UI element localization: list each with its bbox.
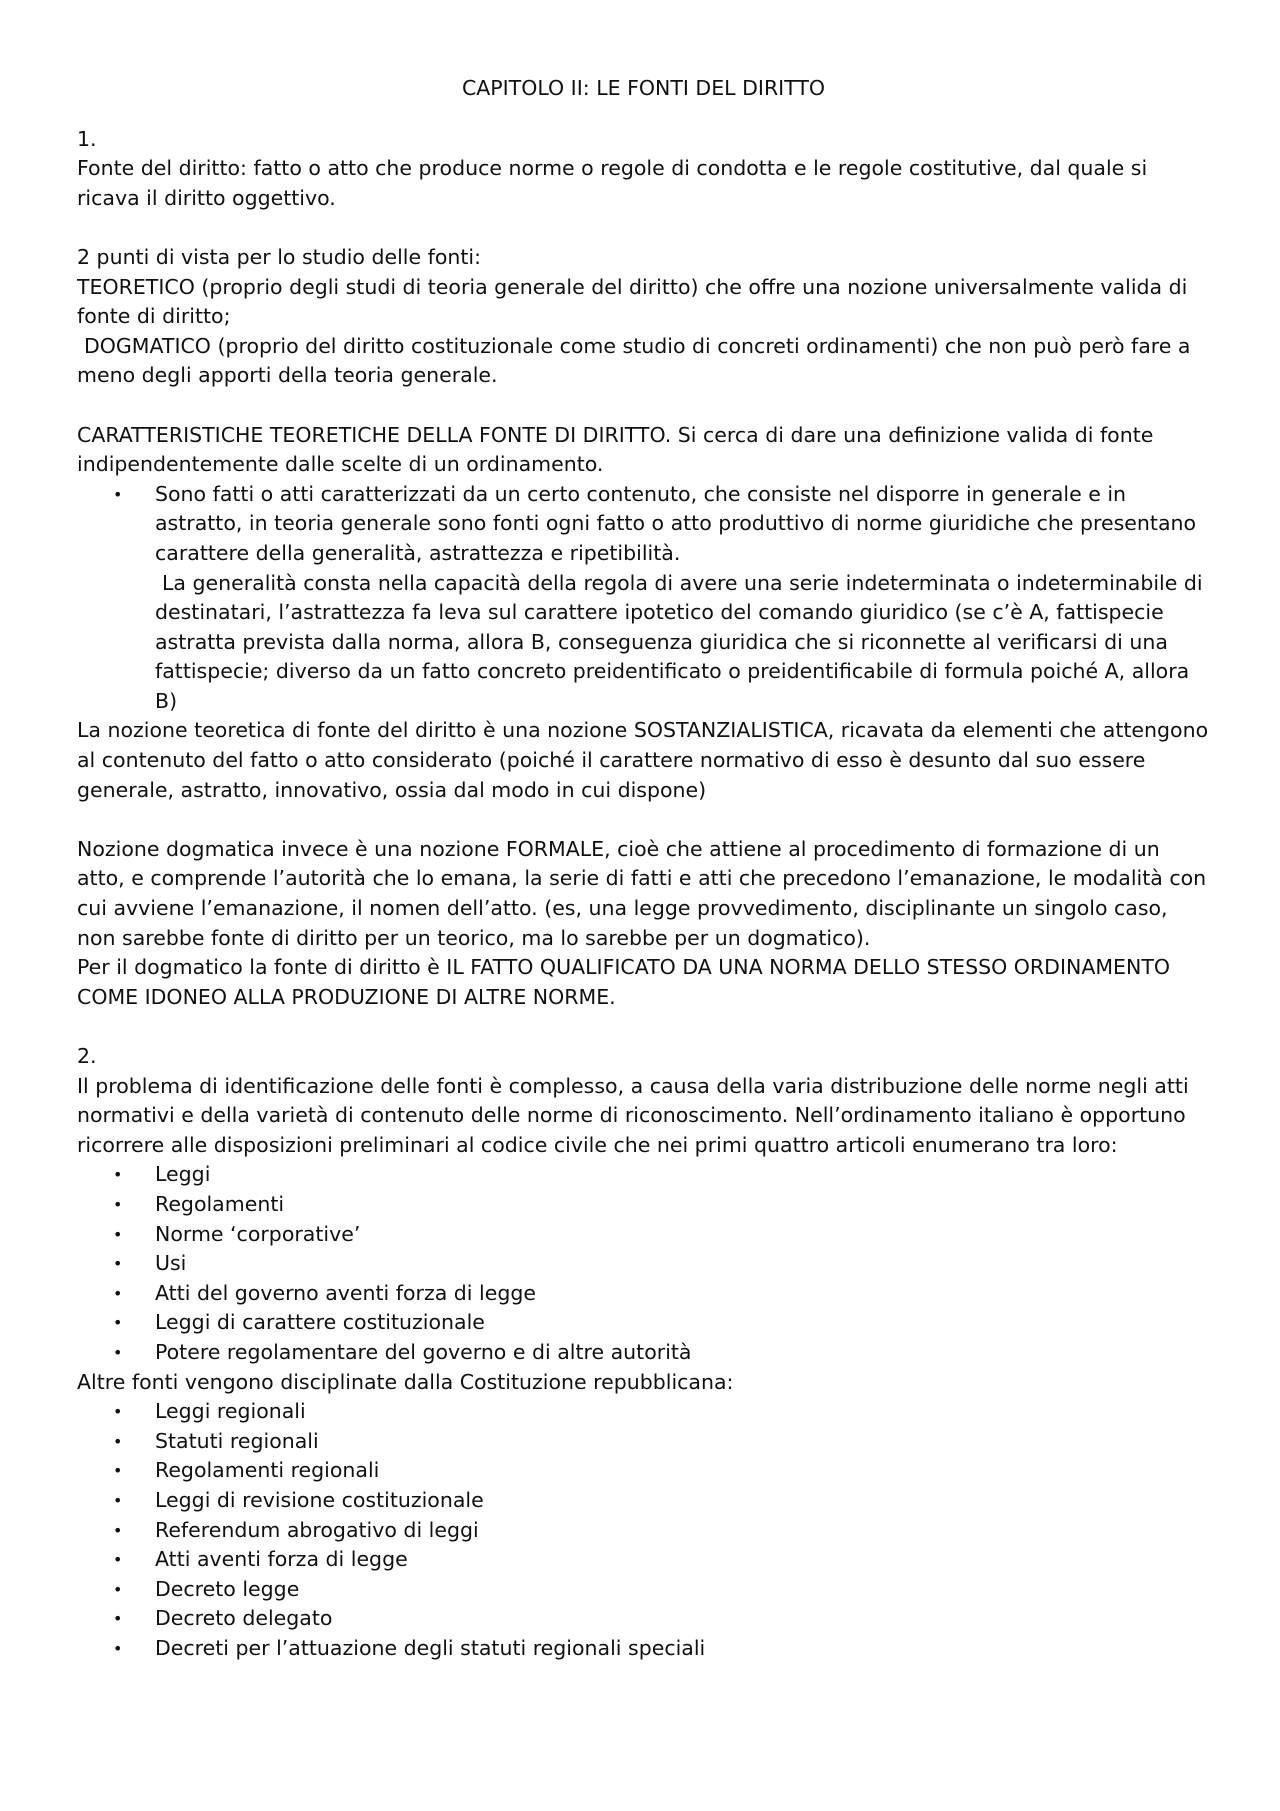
list-item	[77, 1397, 1210, 1427]
section-1-number: 1.	[77, 126, 97, 151]
list-item	[77, 1634, 1210, 1664]
bullet-icon: •	[113, 1165, 123, 1185]
bullet-icon: •	[113, 1402, 123, 1422]
bullet-icon: •	[113, 1283, 123, 1303]
list-item	[77, 1279, 1210, 1309]
list-item-text: Leggi regionali	[155, 1399, 306, 1424]
bullet-icon: •	[113, 1520, 123, 1540]
dogmatic-definition: Per il dogmatico la fonte di diritto è IL FATTO QUALIFICATO DA UNA NORMA DELLO STESSO ORDINAMENTO COME IDONEO ALLA PRODUZIONE DI ALTRE NORME.	[77, 955, 1170, 1009]
list-item	[77, 1545, 1210, 1575]
substantial-notion: La nozione teoretica di fonte del diritto è una nozione SOSTANZIALISTICA, ricavata da elementi che attengono al contenuto del fatto o atto considerato (poiché il carattere normativo di esso è desunto dal suo essere generale, astratto, innovativo, ossia dal modo in cui dispone)	[77, 718, 1209, 802]
list-item	[77, 1604, 1210, 1634]
theoretical-characteristics: CARATTERISTICHE TEORETICHE DELLA FONTE DI DIRITTO. Si cerca di dare una definizione valida di fonte indipendentemente dalle scelte di un ordinamento.	[77, 422, 1154, 477]
list-item	[77, 1160, 1210, 1190]
list-item-text: Atti del governo aventi forza di legge	[155, 1280, 536, 1305]
list-item-text: Decreto legge	[155, 1576, 300, 1601]
bullet-icon: •	[113, 1313, 123, 1333]
bullet-icon: •	[113, 1224, 123, 1244]
list-item-text: Atti aventi forza di legge	[155, 1547, 408, 1572]
list-item-text: Leggi di carattere costituzionale	[155, 1310, 485, 1335]
list-item	[77, 1338, 1210, 1368]
spacer	[77, 805, 1210, 835]
list-item-text: Statuti regionali	[155, 1428, 319, 1453]
constitution-sources-list	[77, 1397, 1210, 1663]
constitution-intro: Altre fonti vengono disciplinate dalla Costituzione repubblicana:	[77, 1369, 734, 1394]
list-item-text: Regolamenti	[155, 1191, 285, 1216]
list-item	[77, 1575, 1210, 1605]
list-item	[77, 480, 1210, 717]
bullet-icon: •	[113, 484, 123, 504]
list-item-text: Decreto delegato	[155, 1606, 333, 1631]
list-item-text: Usi	[155, 1251, 187, 1276]
bullet-icon: •	[113, 1461, 123, 1481]
section-2-intro: Il problema di identificazione delle fonti è complesso, a causa della varia distribuzione delle norme negli atti normativi e della varietà di contenuto delle norme di riconoscimento. Nell’ordinamento italiano è opportuno ricorrere alle disposizioni preliminari al codice civile che nei primi quattro articoli enumerano tra loro:	[77, 1073, 1189, 1157]
list-item-text: Referendum abrogativo di leggi	[155, 1517, 479, 1542]
list-item-continuation: La generalità consta nella capacità della regola di avere una serie indeterminata o indeterminabile di destinatari, l’astrattezza fa leva sul carattere ipotetico del comando giuridico (se c’è A, fattispecie astratta prevista dalla norma, allora B, conseguenza giuridica che si riconnette al verificarsi di una fattispecie; diverso da un fatto concreto preidentificato o preidentificabile di formula poiché A, allora B)	[155, 570, 1203, 713]
characteristics-list	[77, 480, 1210, 717]
formal-notion: Nozione dogmatica invece è una nozione FORMALE, cioè che attiene al procedimento di formazione di un atto, e comprende l’autorità che lo emana, la serie di fatti e atti che precedono l’emanazione, le modalità con cui avviene l’emanazione, il nomen dell’atto. (es, una legge provvedimento, disciplinante un singolo caso, non sarebbe fonte di diritto per un teorico, ma lo sarebbe per un dogmatico).	[77, 836, 1207, 950]
viewpoint-dogmatico: DOGMATICO (proprio del diritto costituzionale come studio di concreti ordinamenti) che non può però fare a meno degli apporti della teoria generale.	[77, 333, 1191, 388]
bullet-icon: •	[113, 1550, 123, 1570]
list-item	[77, 1516, 1210, 1546]
bullet-icon: •	[113, 1342, 123, 1362]
list-item-text: Leggi	[155, 1162, 211, 1187]
list-item	[77, 1249, 1210, 1279]
list-item-text: Leggi di revisione costituzionale	[155, 1487, 484, 1512]
section-2-number: 2.	[77, 1044, 97, 1068]
list-item-text: Sono fatti o atti caratterizzati da un certo contenuto, che consiste nel disporre in generale e in astratto, in teoria generale sono fonti ogni fatto o atto produttivo di norme giuridiche che presentano carattere della generalità, astrattezza e ripetibilità.	[155, 481, 1197, 565]
list-item-text: Norme ‘corporative’	[155, 1221, 361, 1246]
bullet-icon: •	[113, 1638, 123, 1658]
bullet-icon: •	[113, 1194, 123, 1214]
bullet-icon: •	[113, 1579, 123, 1599]
bullet-icon: •	[113, 1254, 123, 1274]
list-item	[77, 1220, 1210, 1250]
viewpoints-intro: 2 punti di vista per lo studio delle fonti:	[77, 244, 481, 269]
list-item	[77, 1486, 1210, 1516]
spacer	[77, 1012, 1210, 1042]
list-item	[77, 1427, 1210, 1457]
list-item-text: Decreti per l’attuazione degli statuti regionali speciali	[155, 1635, 706, 1660]
viewpoint-teoretico: TEORETICO (proprio degli studi di teoria generale del diritto) che offre una nozione universalmente valida di fonte di diritto;	[77, 274, 1188, 329]
bullet-icon: •	[113, 1431, 123, 1451]
list-item-text: Regolamenti regionali	[155, 1458, 380, 1483]
page-title: CAPITOLO II: LE FONTI DEL DIRITTO	[461, 76, 826, 100]
spacer	[77, 391, 1210, 421]
civil-code-sources-list	[77, 1160, 1210, 1367]
list-item	[77, 1456, 1210, 1486]
list-item-text: Potere regolamentare del governo e di altre autorità	[155, 1339, 692, 1364]
bullet-icon: •	[113, 1490, 123, 1510]
list-item	[77, 1308, 1210, 1338]
list-item	[77, 1190, 1210, 1220]
source-definition: Fonte del diritto: fatto o atto che produce norme o regole di condotta e le regole costitutive, dal quale si ricava il diritto oggettivo.	[77, 156, 1148, 210]
spacer	[77, 213, 1210, 243]
bullet-icon: •	[113, 1609, 123, 1629]
